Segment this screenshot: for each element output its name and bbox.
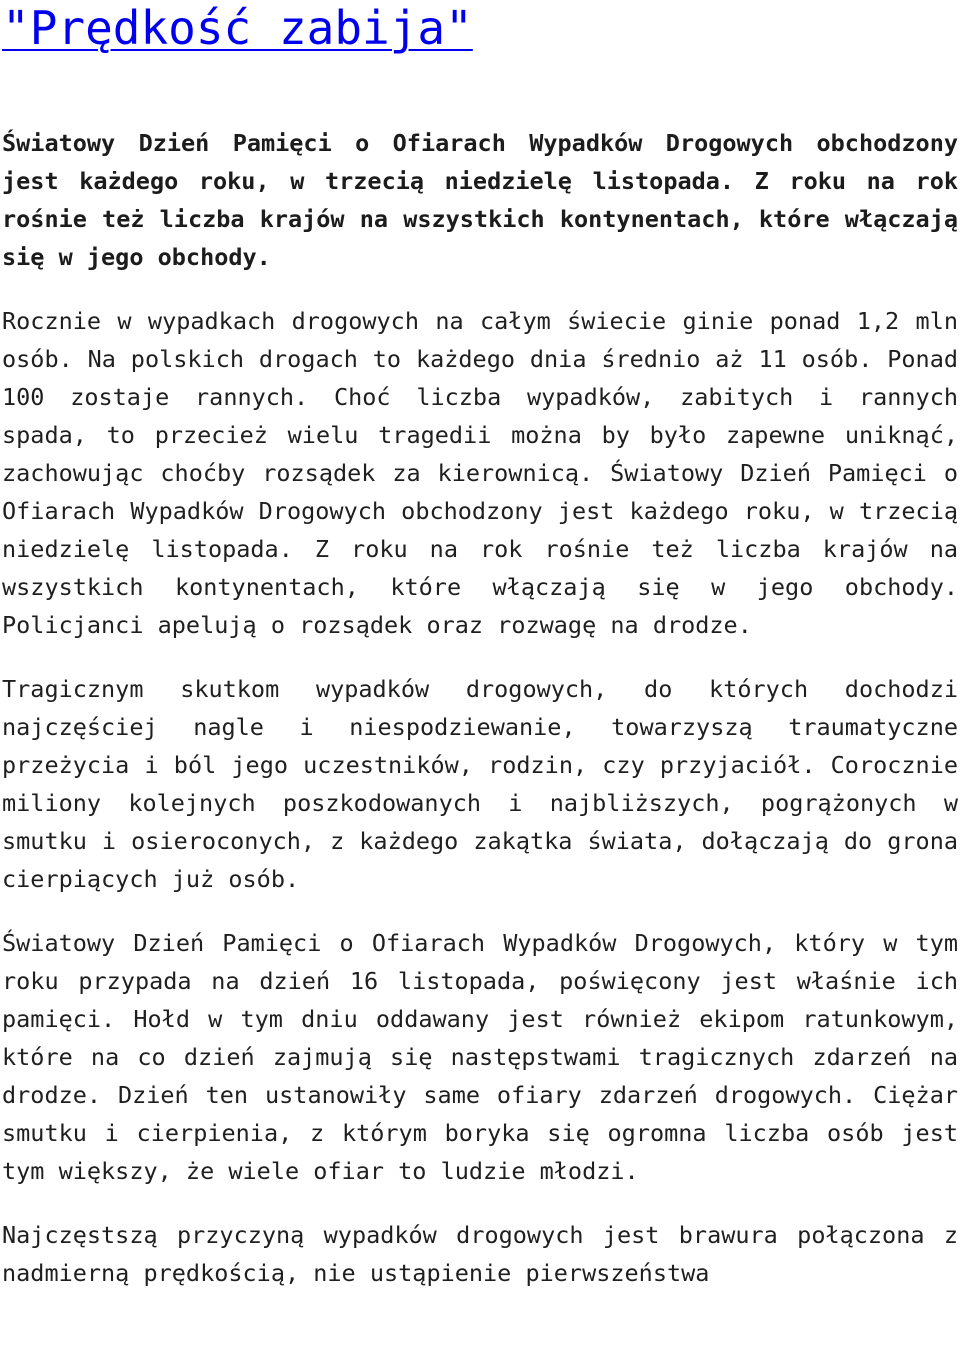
article-paragraph-1: Rocznie w wypadkach drogowych na całym świecie ginie ponad 1,2 mln osób. Na polskich drogach to każdego dnia średnio aż 11 osób. Ponad 100 zostaje rannych. Choć liczba wypadków, zabitych i rannych spada, to przecież wielu tragedii można by było zapewne uniknąć, zachowując choćby rozsądek za kierownicą. Światowy Dzień Pamięci o Ofiarach Wypadków Drogowych obchodzony jest każdego roku, w trzecią niedzielę listopada. Z roku na rok rośnie też liczba krajów na wszystkich kontynentach, które włączają się w jego obchody. Policjanci apelują o rozsądek oraz rozwagę na drodze.	[2, 307, 958, 639]
article	[2, 0, 958, 1292]
article-lead: Światowy Dzień Pamięci o Ofiarach Wypadków Drogowych obchodzony jest każdego roku, w trzecią niedzielę listopada. Z roku na rok rośnie też liczba krajów na wszystkich kontynentach, które włączają się w jego obchody.	[2, 129, 958, 271]
article-paragraph-3: Światowy Dzień Pamięci o Ofiarach Wypadków Drogowych, który w tym roku przypada na dzień 16 listopada, poświęcony jest właśnie ich pamięci. Hołd w tym dniu oddawany jest również ekipom ratunkowym, które na co dzień zajmują się następstwami tragicznych zdarzeń na drodze. Dzień ten ustanowiły same ofiary zdarzeń drogowych. Ciężar smutku i cierpienia, z którym boryka się ogromna liczba osób jest tym większy, że wiele ofiar to ludzie młodzi.	[2, 929, 958, 1185]
article-paragraph-4: Najczęstszą przyczyną wypadków drogowych jest brawura połączona z nadmierną prędkością, nie ustąpienie pierwszeństwa	[2, 1221, 958, 1287]
article-title	[2, 0, 958, 56]
article-title-link[interactable]: "Prędkość zabija"	[2, 1, 473, 55]
article-paragraph-2: Tragicznym skutkom wypadków drogowych, do których dochodzi najczęściej nagle i niespodziewanie, towarzyszą traumatyczne przeżycia i ból jego uczestników, rodzin, czy przyjaciół. Corocznie miliony kolejnych poszkodowanych i najbliższych, pogrążonych w smutku i osieroconych, z każdego zakątka świata, dołączają do grona cierpiących już osób.	[2, 675, 958, 893]
